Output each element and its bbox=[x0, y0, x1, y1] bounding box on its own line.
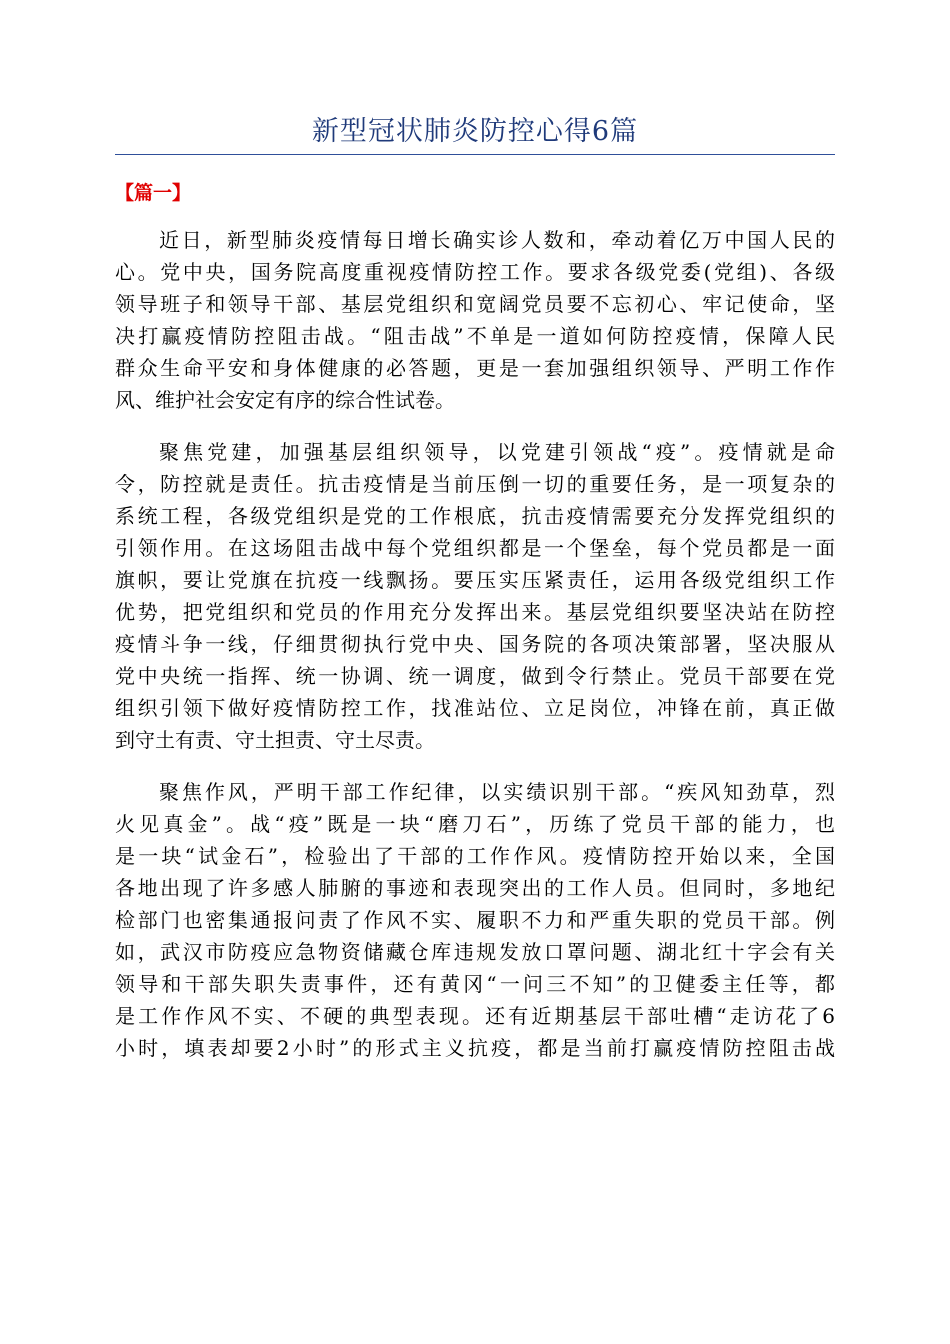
paragraph bbox=[115, 224, 835, 416]
text-line: 优势，把党组织和党员的作用充分发挥出来。基层党组织要坚决站在防控 bbox=[115, 600, 835, 624]
text-line: 心。党中央，国务院高度重视疫情防控工作。要求各级党委(党组)、各级 bbox=[115, 260, 835, 284]
text-line: 旗帜，要让党旗在抗疫一线飘扬。要压实压紧责任，运用各级党组织工作 bbox=[115, 568, 835, 592]
text-line: 到守土有责、守土担责、守土尽责。 bbox=[115, 728, 435, 752]
paragraph bbox=[115, 776, 835, 1064]
text-line: 引领作用。在这场阻击战中每个党组织都是一个堡垒，每个党员都是一面 bbox=[115, 536, 835, 560]
text-line: 领导班子和领导干部、基层党组织和宽阔党员要不忘初心、牢记使命，坚 bbox=[115, 292, 835, 316]
title-underline-divider bbox=[115, 154, 835, 155]
text-line: 是一块“试金石”，检验出了干部的工作作风。疫情防控开始以来，全国 bbox=[115, 844, 835, 868]
text-line: 是工作作风不实、不硬的典型表现。还有近期基层干部吐槽“走访花了6 bbox=[115, 1004, 835, 1028]
text-line: 检部门也密集通报问责了作风不实、履职不力和严重失职的党员干部。例 bbox=[115, 908, 835, 932]
text-line: 令，防控就是责任。抗击疫情是当前压倒一切的重要任务，是一项复杂的 bbox=[115, 472, 835, 496]
paragraph bbox=[115, 436, 835, 756]
text-line: 近日，新型肺炎疫情每日增长确实诊人数和，牵动着亿万中国人民的 bbox=[159, 228, 835, 252]
text-line: 风、维护社会安定有序的综合性试卷。 bbox=[115, 388, 455, 412]
text-line: 聚焦党建，加强基层组织领导，以党建引领战“疫”。疫情就是命 bbox=[159, 440, 835, 464]
text-line: 疫情斗争一线，仔细贯彻执行党中央、国务院的各项决策部署，坚决服从 bbox=[115, 632, 835, 656]
document-title: 新型冠状肺炎防控心得6篇 bbox=[311, 116, 639, 147]
text-line: 聚焦作风，严明干部工作纪律，以实绩识别干部。“疾风知劲草，烈 bbox=[159, 780, 835, 804]
section-heading-part-one: 【篇一】 bbox=[115, 182, 192, 204]
text-line: 领导和干部失职失责事件，还有黄冈“一问三不知”的卫健委主任等，都 bbox=[115, 972, 835, 996]
text-line: 小时，填表却要2小时”的形式主义抗疫，都是当前打赢疫情防控阻击战 bbox=[115, 1036, 835, 1060]
text-line: 各地出现了许多感人肺腑的事迹和表现突出的工作人员。但同时，多地纪 bbox=[115, 876, 835, 900]
text-line: 党中央统一指挥、统一协调、统一调度，做到令行禁止。党员干部要在党 bbox=[115, 664, 835, 688]
text-line: 火见真金”。战“疫”既是一块“磨刀石”，历练了党员干部的能力，也 bbox=[115, 812, 835, 836]
text-line: 决打赢疫情防控阻击战。“阻击战”不单是一道如何防控疫情，保障人民 bbox=[115, 324, 835, 348]
text-line: 如，武汉市防疫应急物资储藏仓库违规发放口罩问题、湖北红十字会有关 bbox=[115, 940, 835, 964]
text-line: 群众生命平安和身体健康的必答题，更是一套加强组织领导、严明工作作 bbox=[115, 356, 835, 380]
text-line: 系统工程，各级党组织是党的工作根底，抗击疫情需要充分发挥党组织的 bbox=[115, 504, 835, 528]
document-body bbox=[115, 224, 835, 1084]
text-line: 组织引领下做好疫情防控工作，找准站位、立足岗位，冲锋在前，真正做 bbox=[115, 696, 835, 720]
